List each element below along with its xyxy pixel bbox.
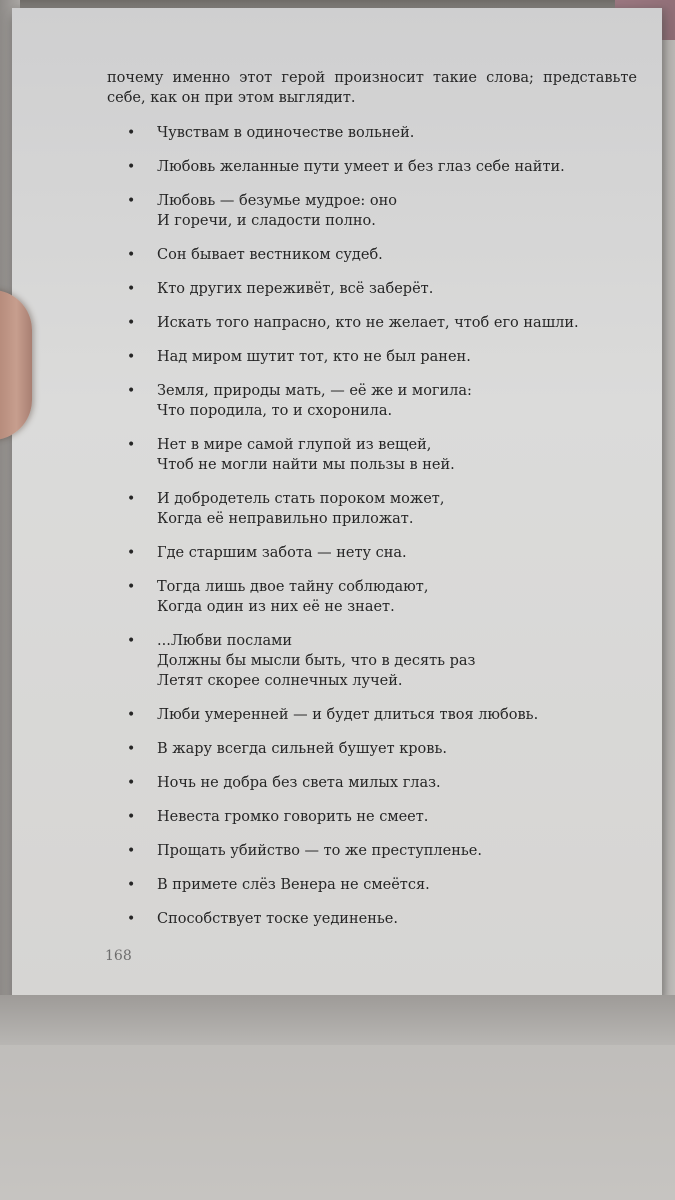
quote-item [107,705,637,725]
quote-item [107,543,637,563]
quote-line: Ночь не добра без света милых глаз. [157,775,441,791]
quote-line: Люби умеренней — и будет длиться твоя любовь. [157,707,539,723]
bullet-icon: • [127,843,136,859]
quote-line: Кто других переживёт, всё заберёт. [157,281,434,297]
bullet-icon: • [127,383,136,399]
quote-item [107,245,637,265]
quote-line: Искать того напрасно, кто не желает, чтоб его нашли. [157,315,579,331]
bullet-icon: • [127,247,136,263]
bullet-icon: • [127,809,136,825]
quote-line: Способствует тоске уединенье. [157,911,398,927]
quote-item [107,157,637,177]
bullet-icon: • [127,545,136,561]
bullet-icon: • [127,741,136,757]
bullet-icon: • [127,911,136,927]
quote-item [107,381,637,421]
quote-line: Чувствам в одиночестве вольней. [157,125,415,141]
quote-line: Чтоб не могли найти мы пользы в ней. [157,457,455,473]
bullet-icon: • [127,877,136,893]
quote-item [107,631,637,691]
quote-line: И добродетель стать пороком может, [157,491,445,507]
quote-line: Должны бы мысли быть, что в десять раз [157,653,476,669]
quote-item [107,435,637,475]
quote-item [107,807,637,827]
intro-line: почему именно этот герой произносит такие слова; [107,70,534,86]
quote-line: Летят скорее солнечных лучей. [157,673,403,689]
quote-item [107,347,637,367]
quote-line: ...Любви послами [157,633,293,649]
bullet-icon: • [127,707,136,723]
quote-line: И горечи, и сладости полно. [157,213,376,229]
quote-line: Любовь желанные пути умеет и без глаз себе найти. [157,159,565,175]
quote-line: Прощать убийство — то же преступленье. [157,843,482,859]
page-number: 168 [105,948,132,964]
quote-line: Когда один из них её не знает. [157,599,395,615]
quote-line: В жару всегда сильней бушует кровь. [157,741,447,757]
bullet-icon: • [127,349,136,365]
intro-line: представьте себе, как он при этом выглядит. [107,70,637,106]
bullet-icon: • [127,125,136,141]
book-bottom-edge [0,995,675,1045]
quote-line: Земля, природы мать, — её же и могила: [157,383,472,399]
intro-paragraph [107,68,637,108]
book-page [12,8,662,998]
quote-item [107,909,637,929]
quote-item [107,841,637,861]
quote-line: Что породила, то и схоронила. [157,403,393,419]
quote-item [107,279,637,299]
quote-line: В примете слёз Венера не смеётся. [157,877,430,893]
thumb [0,290,32,440]
bullet-icon: • [127,633,136,649]
bullet-icon: • [127,281,136,297]
bullet-icon: • [127,159,136,175]
bullet-icon: • [127,437,136,453]
bullet-icon: • [127,491,136,507]
page-content [107,68,637,943]
bullet-icon: • [127,315,136,331]
quote-list [107,123,637,929]
quote-item [107,577,637,617]
quote-item [107,123,637,143]
quote-line: Где старшим забота — нету сна. [157,545,407,561]
quote-line: Нет в мире самой глупой из вещей, [157,437,432,453]
quote-item [107,773,637,793]
quote-line: Невеста громко говорить не смеет. [157,809,429,825]
quote-line: Тогда лишь двое тайну соблюдают, [157,579,429,595]
bullet-icon: • [127,193,136,209]
quote-line: Любовь — безумье мудрое: оно [157,193,398,209]
quote-line: Сон бывает вестником судеб. [157,247,383,263]
quote-item [107,191,637,231]
quote-item [107,875,637,895]
quote-line: Когда её неправильно приложат. [157,511,414,527]
quote-line: Над миром шутит тот, кто не был ранен. [157,349,471,365]
quote-item [107,739,637,759]
quote-item [107,313,637,333]
quote-item [107,489,637,529]
bullet-icon: • [127,775,136,791]
bullet-icon: • [127,579,136,595]
